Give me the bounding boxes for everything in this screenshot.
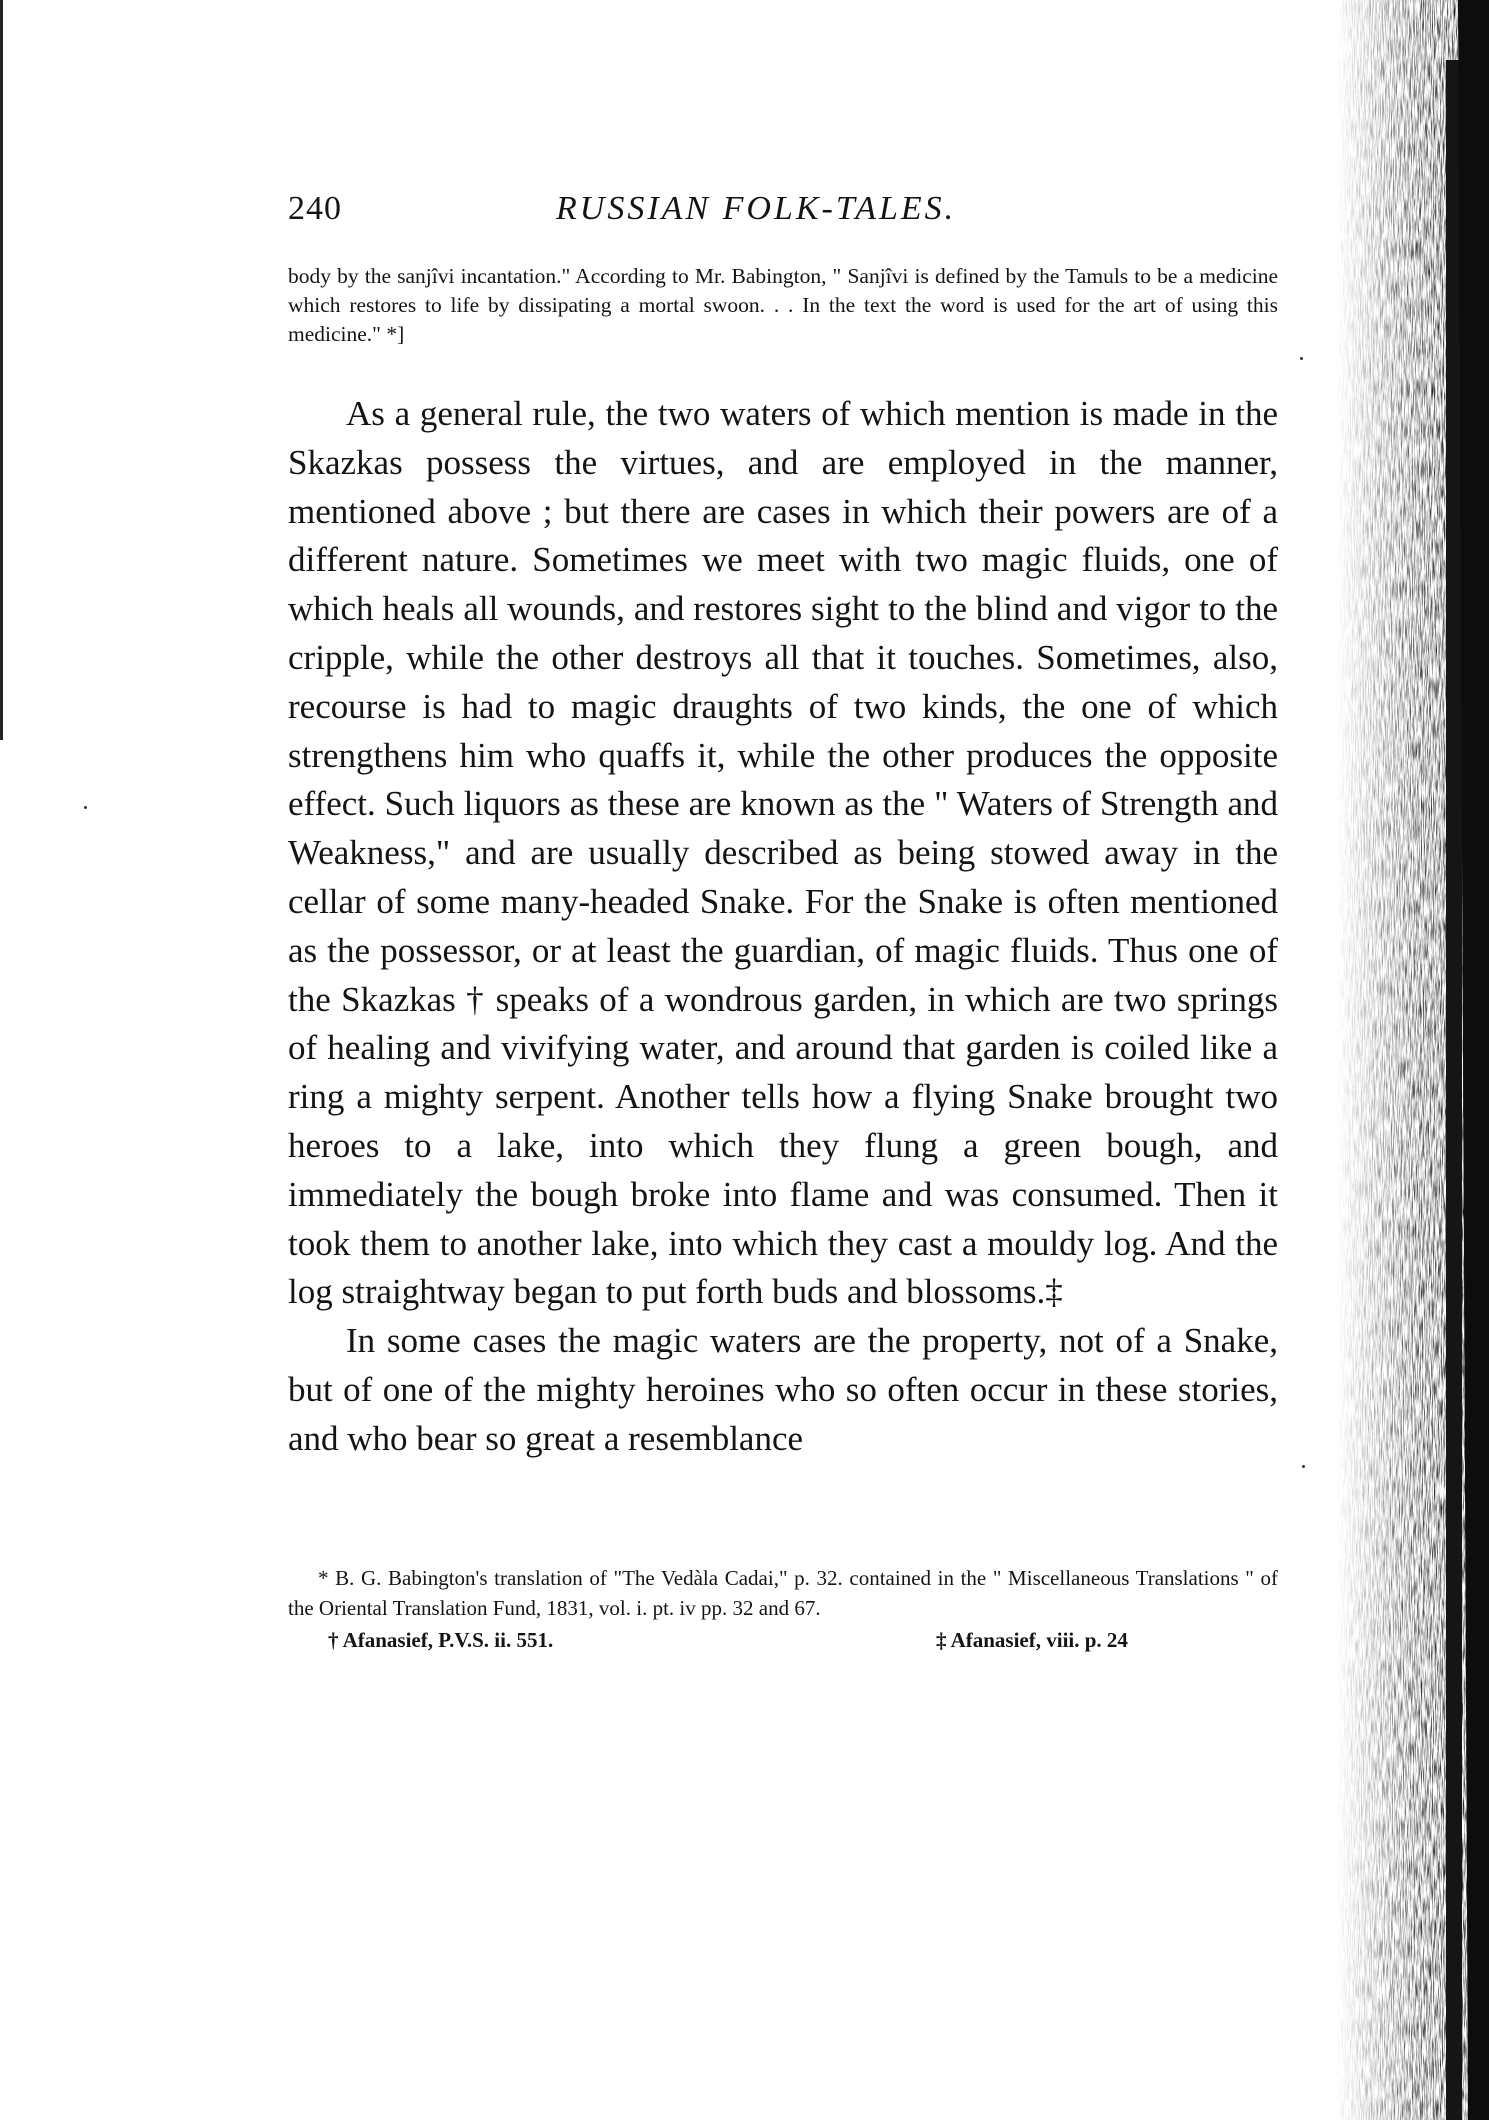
footnote-refs — [288, 1625, 1278, 1657]
page-header — [288, 190, 1278, 238]
page-edge-shadow — [0, 0, 3, 740]
footnote-star: * B. G. Babington's translation of "The Vedàla Cadai," p. 32. contained in the " Miscellaneous Translations " of the Oriental Translation Fund, 1831, vol. i. pt. iv pp. 32 and 67. — [288, 1566, 1278, 1620]
stray-mark — [1300, 357, 1303, 360]
book-binding-gutter — [1318, 0, 1489, 2120]
paragraph: In some cases the magic waters are the property, not of a Snake, but of one of the mighty heroines who so often occur in these stories, and who bear so great a resemblance — [288, 1321, 1278, 1458]
page-number: 240 — [288, 190, 342, 227]
paragraph: As a general rule, the two waters of which mention is made in the Skazkas possess the virtues, and are employed in the manner, mentioned above ; but there are cases in which their powers are of a different nature. Sometimes we meet with two magic fluids, one of which heals all wounds, and restores sight to the blind and vigor to the cripple, while the other destroys all that it touches. Sometimes, also, recourse is had to magic draughts of two kinds, the one of which strengthens him who quaffs it, while the other produces the opposite effect. Such liquors as these are known as the " Waters of Strength and Weakness," and are usually described as being stowed away in the cellar of some many-headed Snake. For the Snake is often mentioned as the possessor, or at least the guardian, of magic fluids. Thus one of the Skazkas † speaks of a wondrous garden, in which are two springs of healing and vivifying water, and around that garden is coiled like a ring a mighty serpent. Another tells how a flying Snake brought two heroes to a lake, into which they flung a green bough, and immediately the bough broke into flame and was consumed. Then it took them to another lake, into which they cast a mouldy log. And the log straightway began to put forth buds and blossoms.‡ — [288, 394, 1278, 1312]
footnote-double-dagger: ‡ Afanasief, viii. p. 24 — [936, 1628, 1128, 1652]
stray-mark — [1302, 1465, 1305, 1468]
footnotes — [288, 1563, 1278, 1657]
main-text — [288, 390, 1278, 1464]
footnote-dagger: † Afanasief, P.V.S. ii. 551. — [328, 1628, 554, 1652]
running-title: RUSSIAN FOLK-TALES. — [556, 190, 957, 227]
footnote-continuation-text: body by the sanjîvi incantation." According to Mr. Babington, " Sanjîvi is defined by the Tamuls to be a medicine which restores to life by dissipating a mortal swoon. . . In the text the word is used for the art of using this medicine." *] — [288, 264, 1278, 346]
footnote-continuation — [288, 262, 1278, 349]
stray-mark — [84, 806, 87, 809]
